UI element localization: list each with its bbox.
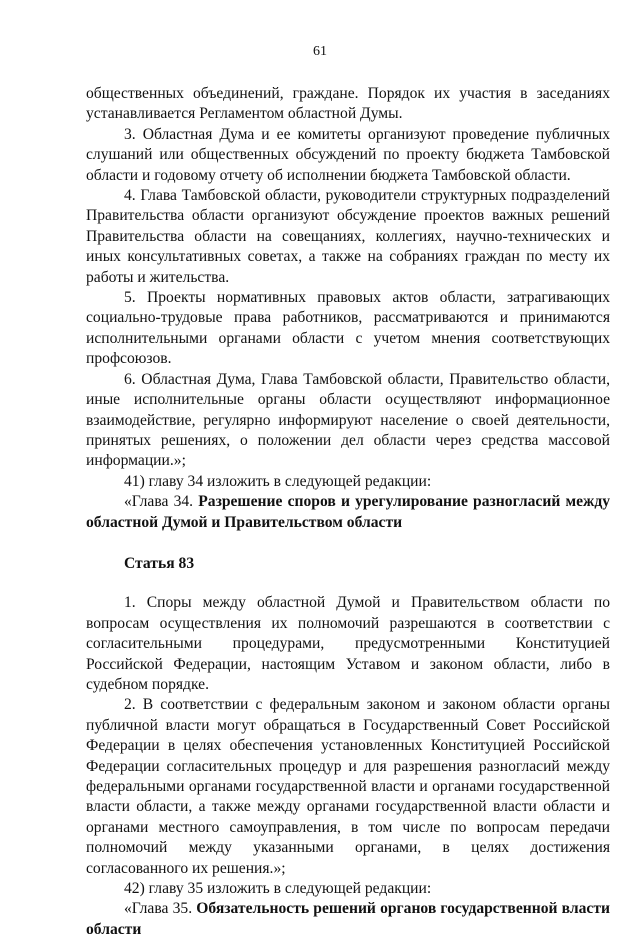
document-body [86,84,610,940]
article-83-heading: Статья 83 [124,554,195,572]
paragraph-3: 3. Областная Дума и ее комитеты организуют проведение публичных слушаний или общественных обсуждений по проекту бюджета Тамбовской области и годовому отчету об исполнении бюджета Тамбовской области. [86,125,610,184]
amendment-42: 42) главу 35 изложить в следующей редакции: [124,880,432,898]
chapter-34-prefix: «Глава 34. [124,493,199,511]
paragraph-4: 4. Глава Тамбовской области, руководители структурных подразделений Правительства области организуют обсуждение проектов важных решений Правительства области на совещаниях, коллегиях, научно-технических и иных консультативных советах, а также на собраниях граждан по месту их работы и жительства. [86,187,610,286]
article-83-paragraph-2: 2. В соответствии с федеральным законом и законом области органы публичной власти могут обращаться в Государственный Совет Российской Федерации в целях обеспечения установленных Конституцией Российской Федерации согласительных процедур и для разрешения разногласий между федеральными органами государственной власти и органами государственной власти области, а также между органами государственной власти области и органами местного самоуправления, в том числе по вопросам передачи полномочий между указанными органами, в целях достижения согласованного их решения.»; [86,696,610,877]
chapter-34-title: Разрешение споров и урегулирование разногласий между областной Думой и Правительством области [86,493,610,531]
paragraph-5: 5. Проекты нормативных правовых актов области, затрагивающих социально-трудовые права работников, рассматриваются и принимаются исполнительными органами области с учетом мнения соответствующих профсоюзов. [86,289,610,368]
paragraph-continuation: общественных объединений, граждане. Порядок их участия в заседаниях устанавливается Регламентом областной Думы. [86,85,610,123]
page-number: 61 [313,44,327,59]
article-83-paragraph-1: 1. Споры между областной Думой и Правительством области по вопросам осуществления их полномочий разрешаются в соответствии с согласительными процедурами, предусмотренными Конституцией Российской Федерации, настоящим Уставом и законом области, либо в судебном порядке. [86,594,610,693]
chapter-35-title: Обязательность решений органов государственной власти области [86,900,610,938]
paragraph-6: 6. Областная Дума, Глава Тамбовской области, Правительство области, иные исполнительные органы области осуществляют информационное взаимодействие, регулярно информируют население о своей деятельности, принятых решениях, о положении дел области через средства массовой информации.»; [86,370,610,470]
amendment-41: 41) главу 34 изложить в следующей редакции: [124,472,432,490]
chapter-35-heading [86,899,610,940]
chapter-34-heading [86,492,610,533]
chapter-35-prefix: «Глава 35. [124,900,197,918]
